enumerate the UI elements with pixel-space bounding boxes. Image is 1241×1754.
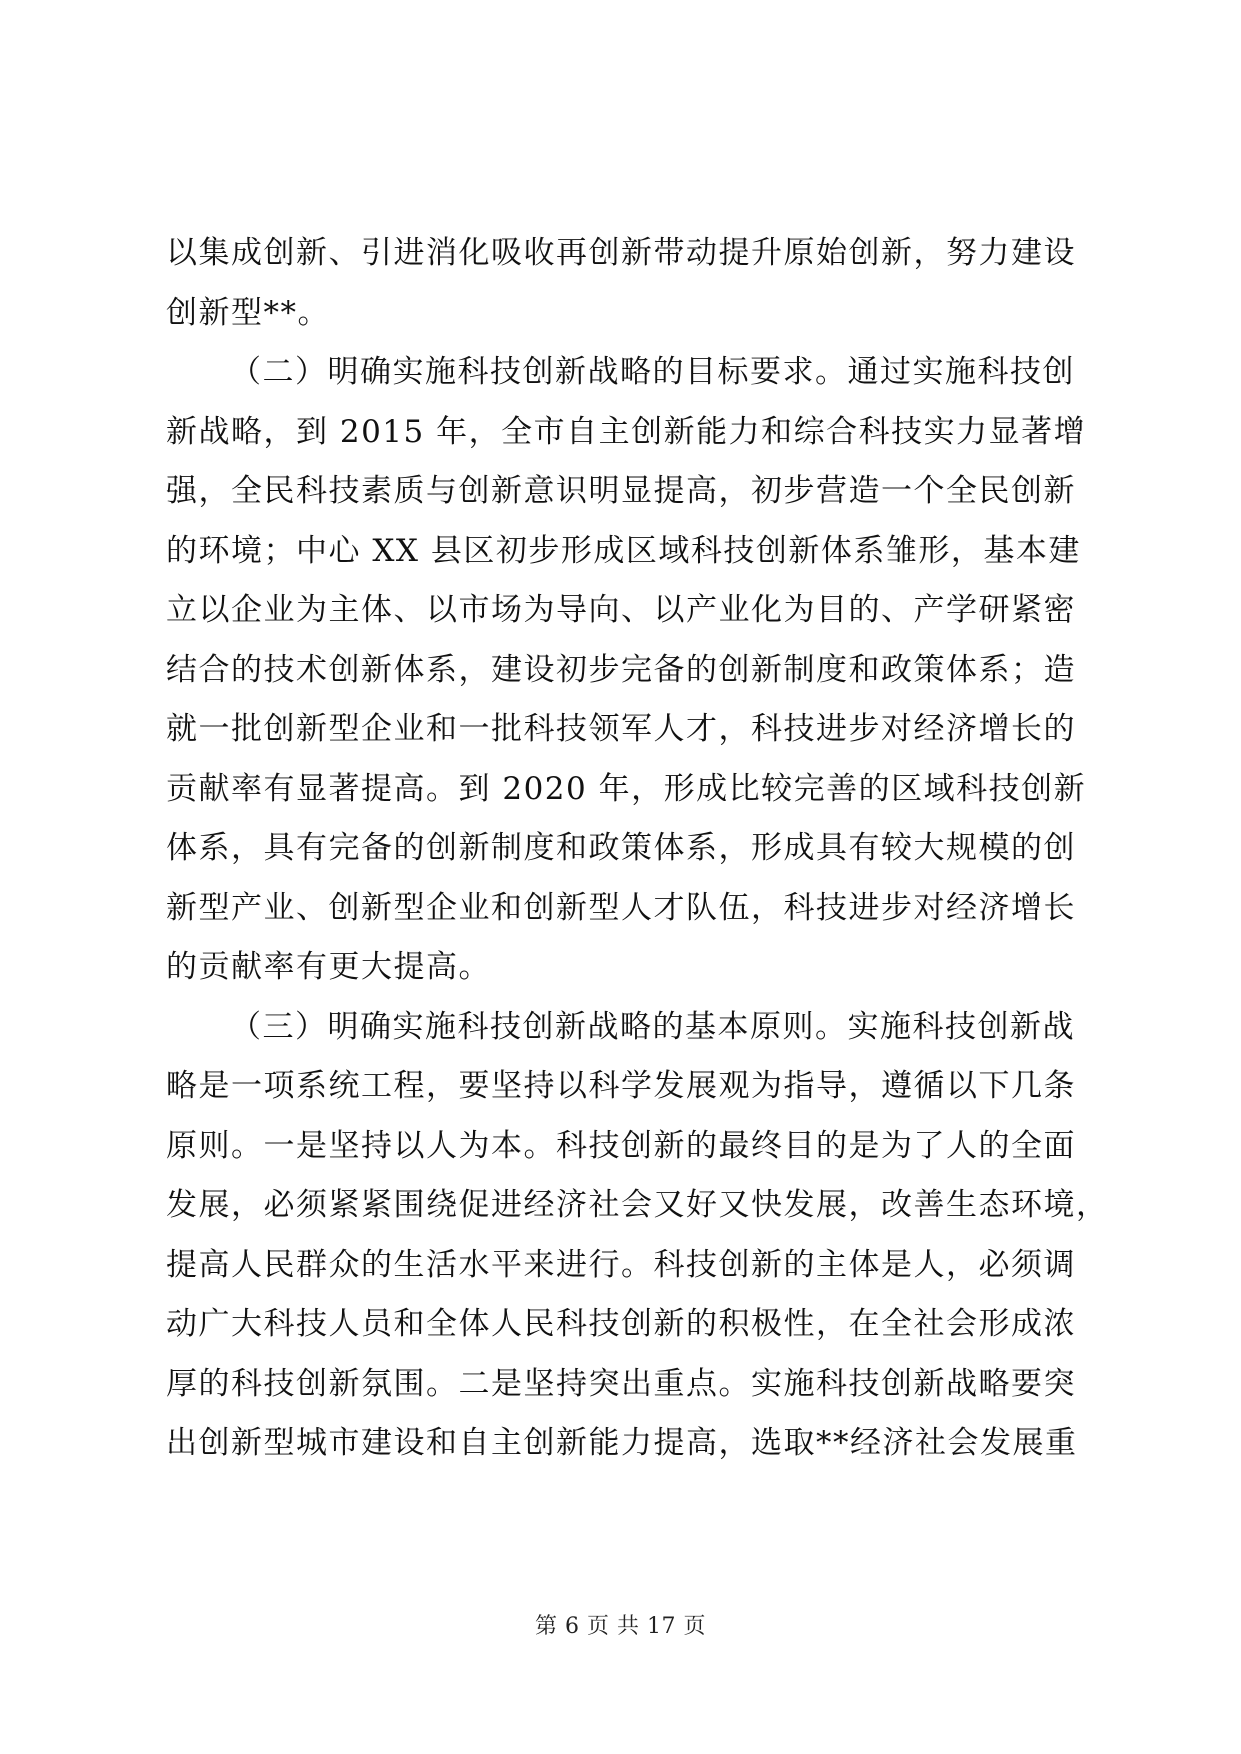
text-line: 创新型**。 <box>166 294 330 331</box>
body-text <box>166 224 1109 1474</box>
text-line: 原则。一是坚持以人为本。科技创新的最终目的是为了人的全面 <box>166 1127 1076 1164</box>
text-line: 强，全民科技素质与创新意识明显提高，初步营造一个全民创新 <box>166 473 1076 509</box>
text-line: 以集成创新、引进消化吸收再创新带动提升原始创新，努力建设 <box>166 235 1076 271</box>
text-line: 的贡献率有更大提高。 <box>166 949 491 985</box>
text-line: 立以企业为主体、以市场为导向、以产业化为目的、产学研紧密 <box>166 592 1076 628</box>
text-line: 提高人民群众的生活水平来进行。科技创新的主体是人，必须调 <box>166 1246 1076 1283</box>
text-line: 出创新型城市建设和自主创新能力提高，选取**经济社会发展重 <box>166 1425 1078 1461</box>
paragraph-start-line: （三）明确实施科技创新战略的基本原则。实施科技创新战 <box>230 1008 1075 1045</box>
text-line: 的环境；中心 XX 县区初步形成区域科技创新体系雏形，基本建 <box>166 532 1081 569</box>
text-line: 发展，必须紧紧围绕促进经济社会又好又快发展，改善生态环境， <box>166 1187 1109 1223</box>
text-line: 新战略，到 2015 年，全市自主创新能力和综合科技实力显著增 <box>166 413 1087 450</box>
page-number-footer: 第 6 页 共 17 页 <box>535 1614 706 1639</box>
text-line: 新型产业、创新型企业和创新型人才队伍，科技进步对经济增长 <box>166 889 1076 926</box>
text-line: 动广大科技人员和全体人民科技创新的积极性，在全社会形成浓 <box>166 1306 1076 1342</box>
text-line: 就一批创新型企业和一批科技领军人才，科技进步对经济增长的 <box>166 711 1076 747</box>
text-line: 厚的科技创新氛围。二是坚持突出重点。实施科技创新战略要突 <box>166 1365 1076 1402</box>
text-line: 贡献率有显著提高。到 2020 年，形成比较完善的区域科技创新 <box>166 770 1087 807</box>
text-line: 结合的技术创新体系，建设初步完备的创新制度和政策体系；造 <box>166 651 1076 688</box>
text-line: 体系，具有完备的创新制度和政策体系，形成具有较大规模的创 <box>166 830 1076 866</box>
paragraph-start-line: （二）明确实施科技创新战略的目标要求。通过实施科技创 <box>230 354 1075 390</box>
text-line: 略是一项系统工程，要坚持以科学发展观为指导，遵循以下几条 <box>166 1068 1076 1104</box>
